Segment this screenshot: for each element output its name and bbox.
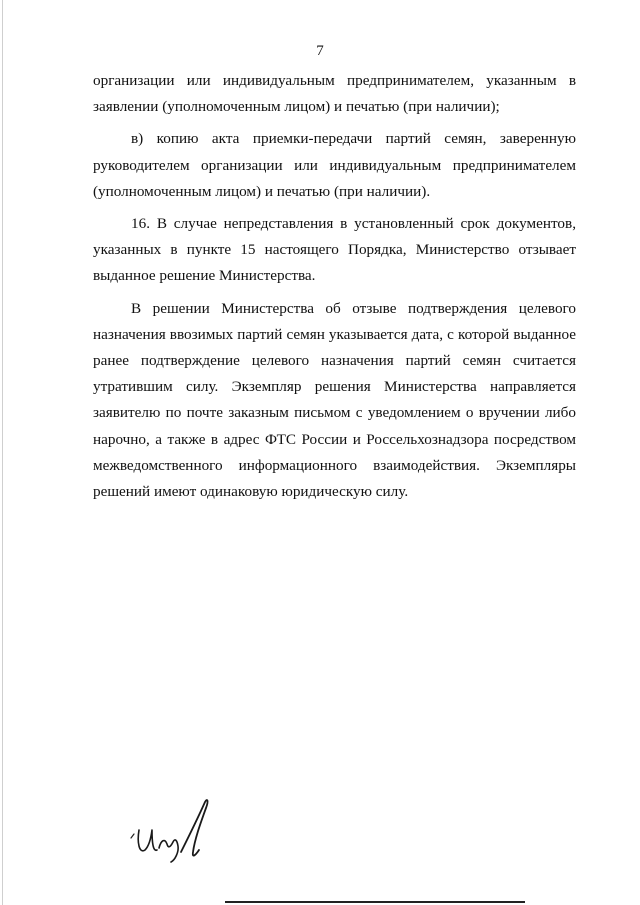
paragraph-continuation: организации или индивидуальным предпринимателем, указанным в заявлении (уполномоченным лицом) и печатью (при наличии); <box>93 72 576 116</box>
scan-edge-bottom <box>225 901 525 903</box>
scan-edge-left <box>2 0 3 905</box>
page-number: 7 <box>316 43 324 59</box>
paragraph-item-v: в) копию акта приемки-передачи партий семян, заверенную руководителем организации или индивидуальным предпринимателем (уполномоченным лицом) и печатью (при наличии). <box>93 130 576 200</box>
handwritten-signature <box>125 790 235 870</box>
paragraph-revocation: В решении Министерства об отзыве подтверждения целевого назначения ввозимых партий семян указывается дата, с которой выданное ранее подтверждение целевого назначения партий семян считается утратившим силу. Экземпляр решения Министерства направляется заявителю по почте заказным письмом с уведомлением о вручении либо нарочно, а также в адрес ФТС России и Россельхознадзора посредством межведомственного информационного взаимодействия. Экземпляры решений имеют одинаковую юридическую силу. <box>93 299 576 501</box>
document-body <box>93 68 576 511</box>
paragraph-16: 16. В случае непредставления в установленный срок документов, указанных в пункте 15 настоящего Порядка, Министерство отзывает выданное решение Министерства. <box>93 215 576 285</box>
